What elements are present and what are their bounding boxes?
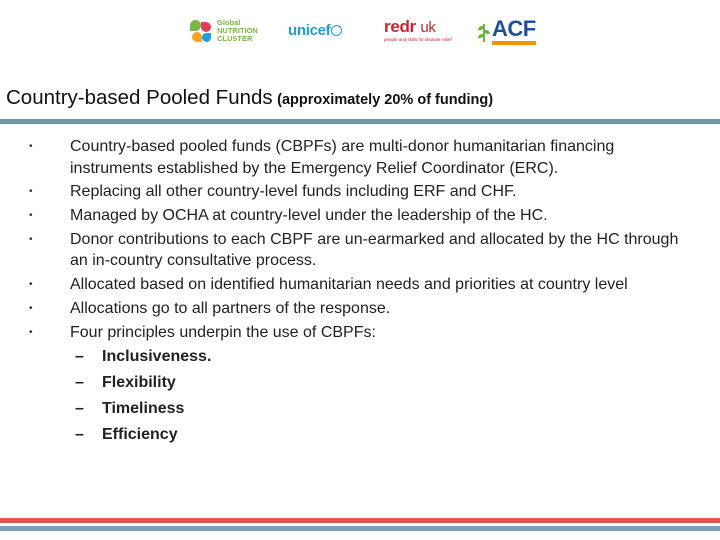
title-main: Country-based Pooled Funds <box>6 86 273 109</box>
dash-icon: – <box>75 399 84 417</box>
bullet-icon: • <box>29 141 33 152</box>
bullet-item: • Donor contributions to each CBPF are un-earmarked and allocated by the HC through an in-country consultative process. <box>29 230 679 270</box>
bullet-icon: • <box>29 233 33 245</box>
principles-list <box>0 346 720 446</box>
slide-title <box>6 86 493 110</box>
acf-underline <box>492 41 536 45</box>
partner-logos <box>0 12 720 52</box>
unicef-wordmark: unicef <box>288 22 331 39</box>
principle-item: – Efficiency <box>0 424 720 446</box>
unicef-logo <box>288 22 342 39</box>
dash-icon: – <box>75 347 84 365</box>
acf-plant-icon <box>478 20 490 44</box>
bullet-icon: • <box>29 326 33 338</box>
title-divider <box>0 119 720 124</box>
principle-item: – Inclusiveness. <box>0 346 720 368</box>
dash-icon: – <box>75 425 84 443</box>
acf-logo <box>478 18 536 45</box>
title-subtitle: (approximately 20% of funding) <box>277 92 494 108</box>
bullet-item: • Four principles underpin the use of CBPFs: <box>0 322 720 344</box>
bullet-icon: • <box>29 210 33 222</box>
footer-stripe-blue <box>0 526 720 531</box>
redr-uk-logo <box>384 18 452 43</box>
footer-stripe-red <box>0 518 720 523</box>
redr-tagline: people and skills for disaster relief <box>384 37 452 42</box>
bullet-icon: • <box>29 186 33 198</box>
bullet-icon: • <box>29 302 33 314</box>
bullet-item: • Managed by OCHA at country-level under the leadership of the HC. <box>0 205 720 227</box>
redr-wordmark: redr uk <box>384 17 436 36</box>
acf-wordmark: ACF <box>492 16 536 41</box>
gnc-wordmark: Global NUTRITION CLUSTER <box>217 18 258 43</box>
bullet-item: • Allocated based on identified humanitarian needs and priorities at country level <box>0 274 720 296</box>
principle-item: – Flexibility <box>0 372 720 394</box>
slide-body <box>0 136 720 450</box>
dash-icon: – <box>75 373 84 391</box>
bullet-list <box>0 136 720 343</box>
globe-icon <box>331 25 342 36</box>
bullet-icon: • <box>29 279 33 291</box>
bullet-item: • Country-based pooled funds (CBPFs) are multi-donor humanitarian financing instruments established by the Emergency Relief Coordinator (ERC). <box>29 138 615 177</box>
gnc-leaf-icon <box>188 18 214 44</box>
principle-item: – Timeliness <box>0 398 720 420</box>
global-nutrition-cluster-logo <box>188 18 258 44</box>
bullet-item: • Replacing all other country-level funds including ERF and CHF. <box>0 181 720 203</box>
bullet-item: • Allocations go to all partners of the response. <box>0 298 720 320</box>
